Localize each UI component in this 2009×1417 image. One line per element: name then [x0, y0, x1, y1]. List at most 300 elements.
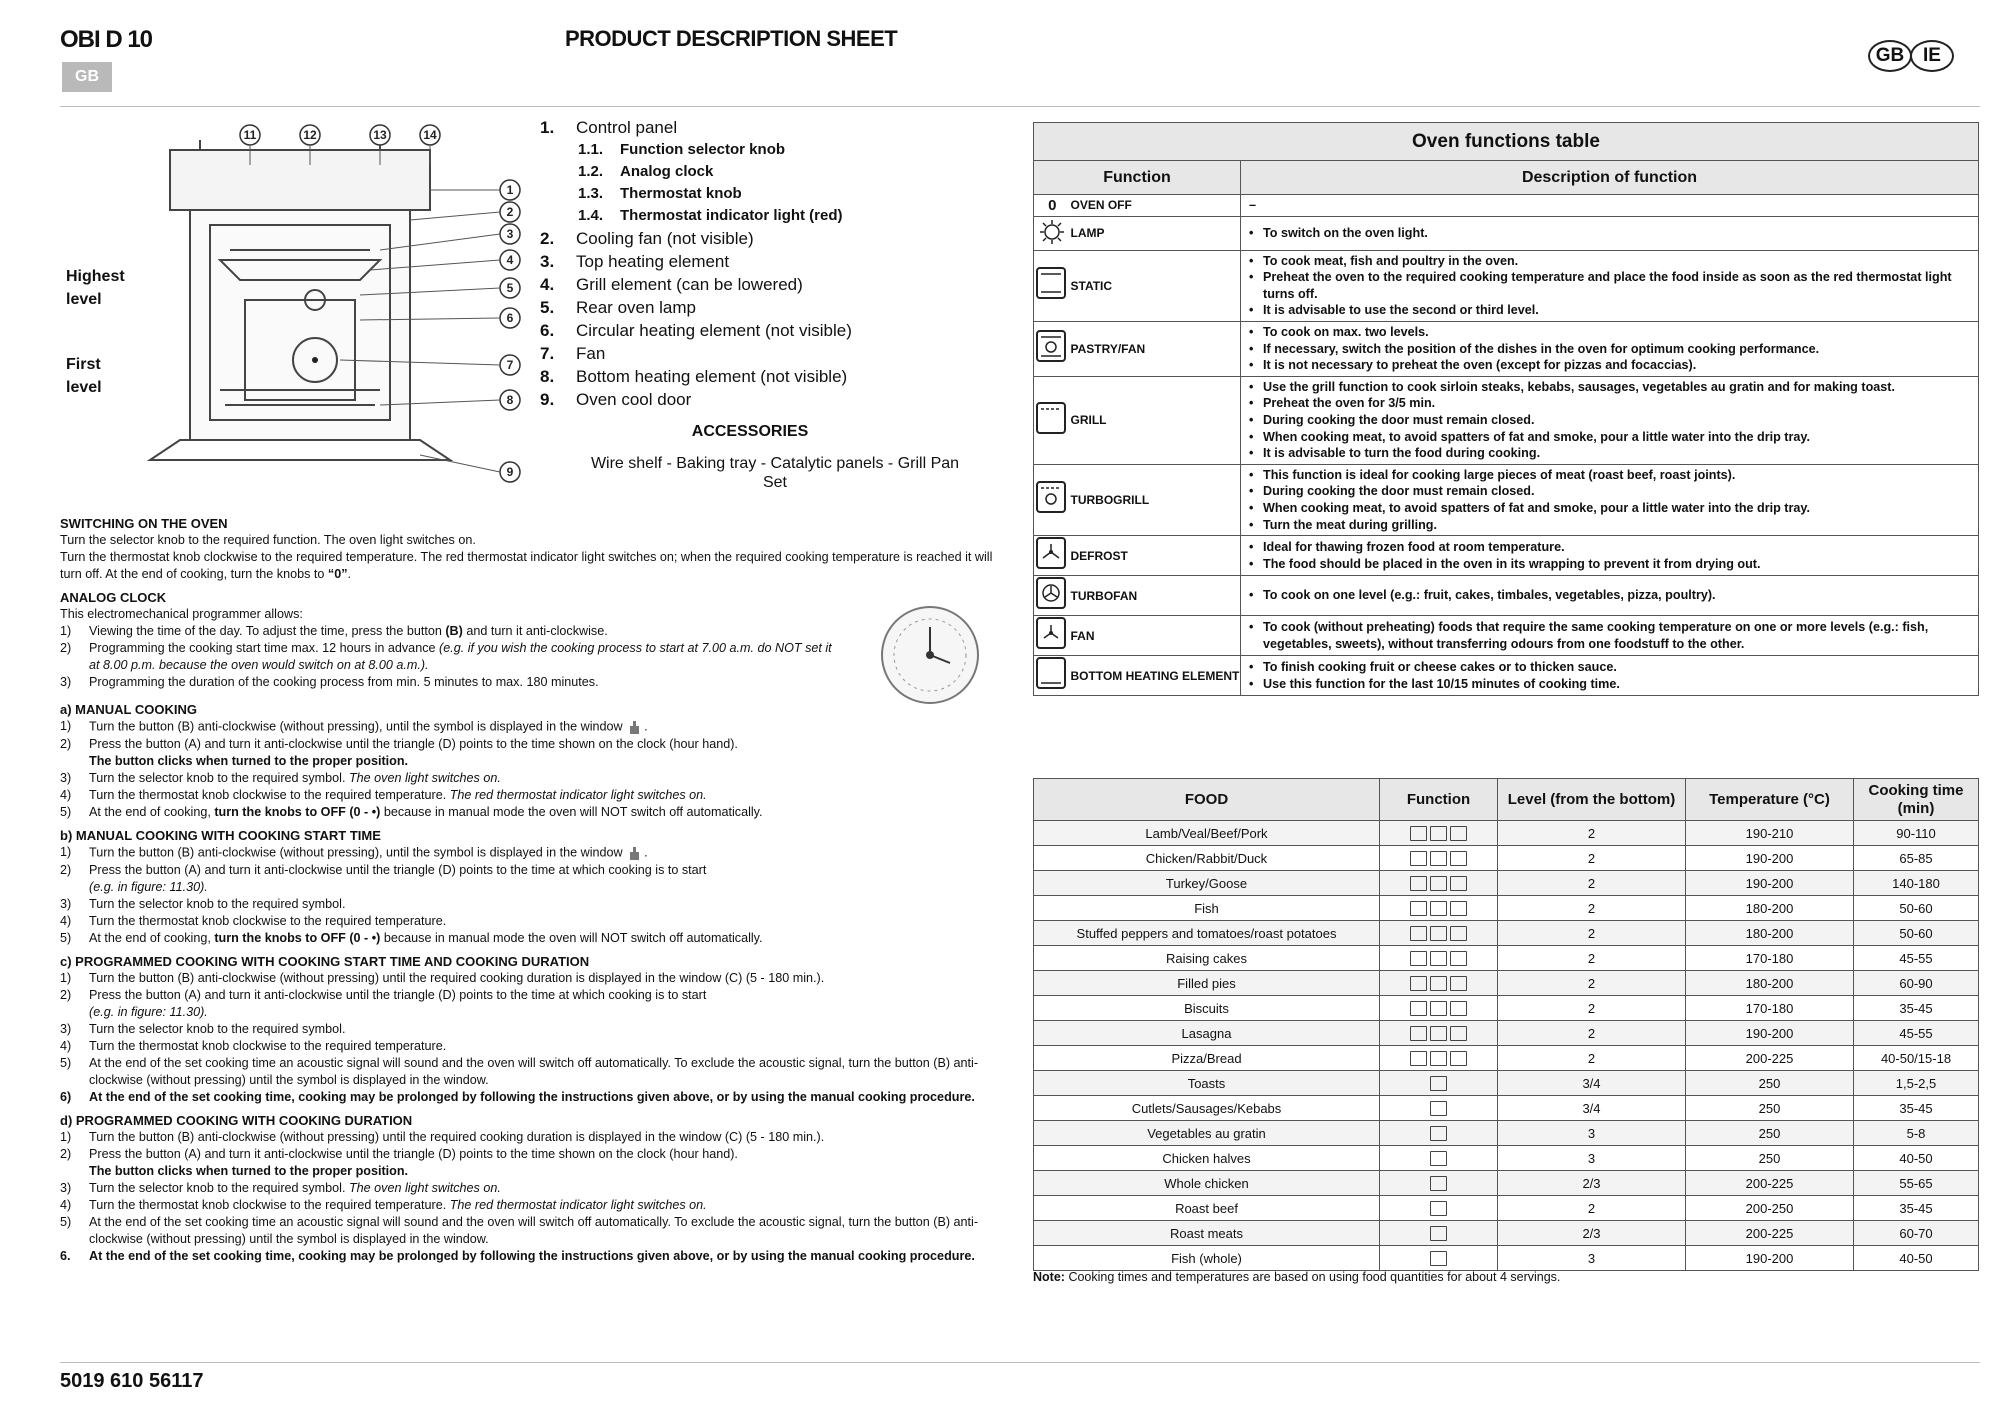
part-item [540, 365, 852, 388]
description-bullet: • Preheat the oven to the required cooking temperature and place the food inside as soon as the red thermostat light turns off. [1249, 269, 1974, 302]
function-mini-icon [1430, 1176, 1447, 1191]
manual-b-i5c: because in manual mode the oven will NOT switch off automatically. [383, 931, 763, 945]
function-mini-icon [1450, 876, 1467, 891]
prog-d-i4a: Turn the thermostat knob clockwise to the required temperature. [89, 1198, 447, 1212]
country-badge-ie: IE [1910, 40, 1954, 72]
food-level: 2 [1498, 1046, 1686, 1071]
food-time: 90-110 [1854, 821, 1979, 846]
description-bullet: • Use the grill function to cook sirloin steaks, kebabs, sausages, vegetables au gratin and for making toast. [1249, 379, 1974, 396]
callout-14: 14 [423, 128, 437, 142]
manual-b-item-5: 5) At the end of cooking, turn the knobs to OFF (0 - •) because in manual mode the oven will NOT switch off automatically. [60, 931, 763, 945]
function-row [1034, 250, 1979, 321]
food-row [1034, 1196, 1979, 1221]
function-description [1241, 216, 1979, 250]
footer-divider [60, 1362, 1980, 1363]
function-row [1034, 656, 1979, 696]
clock-item-1-b: (B) [445, 624, 463, 638]
functions-table-caption: Oven functions table [1034, 123, 1979, 161]
parts-list [540, 116, 852, 411]
callout-8: 8 [506, 393, 514, 407]
food-function-icons [1380, 971, 1498, 996]
function-mini-icon [1410, 1026, 1427, 1041]
description-bullet: • It is advisable to use the second or third level. [1249, 302, 1974, 319]
food-name: Roast meats [1034, 1221, 1380, 1246]
prog-d-item-2: 2) Press the button (A) and turn it anti-clockwise until the triangle (D) points to the time shown on the clock (hour hand). The button clicks when turned to the proper position. [60, 1147, 738, 1178]
function-row [1034, 576, 1979, 616]
callout-6: 6 [506, 311, 514, 325]
description-bullet: • It is not necessary to preheat the oven (except for pizzas and focaccias). [1249, 357, 1974, 374]
food-function-icons [1380, 1121, 1498, 1146]
part-label: Bottom heating element (not visible) [576, 367, 848, 386]
function-mini-icon [1430, 1076, 1447, 1091]
part-label: Top heating element [576, 252, 730, 271]
function-mini-icon [1430, 1126, 1447, 1141]
food-row [1034, 821, 1979, 846]
food-level: 2 [1498, 921, 1686, 946]
function-mini-icon [1430, 1201, 1447, 1216]
part-item [540, 250, 852, 273]
function-mini-icon [1450, 1051, 1467, 1066]
header-divider [60, 106, 1980, 107]
document-title: PRODUCT DESCRIPTION SHEET [565, 26, 898, 51]
prog-c-item-2: 2) Press the button (A) and turn it anti-clockwise until the triangle (D) points to the time at which cooking is to start (e.g. in figure: 11.30). [60, 988, 707, 1019]
clock-section [60, 606, 840, 691]
food-name: Toasts [1034, 1071, 1380, 1096]
function-row [1034, 195, 1979, 217]
description-bullet: • When cooking meat, to avoid spatters of fat and smoke, pour a little water into the drip tray. [1249, 429, 1974, 446]
food-temperature: 200-225 [1686, 1221, 1854, 1246]
prog-c-item-4: 4) Turn the thermostat knob clockwise to the required temperature. [60, 1039, 447, 1053]
part-item [540, 139, 852, 161]
label-first-line2: level [66, 379, 102, 396]
part-item [540, 319, 852, 342]
description-bullet: • This function is ideal for cooking large pieces of meat (roast beef, roast joints). [1249, 467, 1974, 484]
description-bullet: • Ideal for thawing frozen food at room temperature. [1249, 539, 1974, 556]
food-level: 2/3 [1498, 1171, 1686, 1196]
label-first-line1: First [66, 356, 101, 373]
function-row [1034, 464, 1979, 535]
function-mini-icon [1410, 901, 1427, 916]
food-time: 35-45 [1854, 996, 1979, 1021]
function-mini-icon [1430, 1051, 1447, 1066]
function-off-symbol: 0 [1034, 195, 1071, 217]
clock-item-2-num: 2) [60, 641, 72, 655]
callout-5: 5 [506, 281, 514, 295]
description-bullet: • To cook on one level (e.g.: fruit, cakes, timbales, vegetables, pizza, poultry). [1249, 587, 1974, 604]
part-label: Oven cool door [576, 390, 692, 409]
part-number: 1.1. [578, 141, 604, 158]
part-label: Control panel [576, 118, 678, 137]
food-temperature: 180-200 [1686, 971, 1854, 996]
prog-d-i3b: The oven light switches on. [348, 1181, 501, 1195]
food-time: 40-50/15-18 [1854, 1046, 1979, 1071]
food-level: 2 [1498, 846, 1686, 871]
part-item [540, 205, 852, 227]
description-bullet: – [1249, 198, 1257, 212]
function-mini-icon [1450, 1026, 1467, 1041]
function-mini-icon [1410, 1051, 1427, 1066]
part-label: Thermostat indicator light (red) [620, 207, 843, 224]
food-time: 50-60 [1854, 896, 1979, 921]
manual-a-item-1: 1) Turn the button (B) anti-clockwise (without pressing), until the symbol is displayed in the window . [60, 718, 1005, 736]
function-mini-icon [1430, 951, 1447, 966]
function-mini-icon [1430, 976, 1447, 991]
label-highest-level [66, 265, 125, 311]
food-row [1034, 971, 1979, 996]
clock-item-1 [60, 623, 840, 640]
prog-c-heading: c) PROGRAMMED COOKING WITH COOKING START TIME AND COOKING DURATION [60, 954, 590, 969]
callout-11: 11 [243, 128, 257, 142]
clock-heading: ANALOG CLOCK [60, 590, 167, 605]
food-function-icons [1380, 896, 1498, 921]
manual-a-i3a: Turn the selector knob to the required symbol. [89, 771, 346, 785]
food-temperature: 190-200 [1686, 1021, 1854, 1046]
description-bullet: • It is advisable to turn the food during cooking. [1249, 445, 1974, 462]
function-mini-icon [1410, 826, 1427, 841]
function-name: DEFROST [1071, 536, 1241, 576]
clock-item-1-a: Viewing the time of the day. To adjust the time, press the button [89, 624, 442, 638]
function-mini-icon [1430, 1001, 1447, 1016]
hand-icon [626, 718, 644, 736]
food-time: 50-60 [1854, 921, 1979, 946]
food-function-icons [1380, 1171, 1498, 1196]
function-mini-icon [1450, 976, 1467, 991]
food-row [1034, 1146, 1979, 1171]
part-number: 8. [540, 367, 555, 386]
callout-1: 1 [506, 183, 514, 197]
food-row [1034, 946, 1979, 971]
prog-d-i3a: Turn the selector knob to the required symbol. [89, 1181, 346, 1195]
function-mini-icon [1430, 876, 1447, 891]
manual-a-item-5: 5) At the end of cooking, turn the knobs to OFF (0 - •) because in manual mode the oven will NOT switch off automatically. [60, 805, 763, 819]
function-name: FAN [1071, 616, 1241, 656]
food-level: 3/4 [1498, 1071, 1686, 1096]
label-highest-line1: Highest [66, 268, 125, 285]
food-function-icons [1380, 1146, 1498, 1171]
description-bullet: • Use this function for the last 10/15 minutes of cooking time. [1249, 676, 1974, 693]
clock-item-2 [60, 640, 840, 674]
clock-item-1-num: 1) [60, 624, 72, 638]
prog-d-item-1: 1) Turn the button (B) anti-clockwise (without pressing) until the required cooking duration is displayed in the window (C) (5 - 180 min.). [60, 1130, 825, 1144]
manual-a-i5a: At the end of cooking, [89, 805, 211, 819]
function-mini-icon [1450, 826, 1467, 841]
food-function-icons [1380, 871, 1498, 896]
manual-a-item-2: 2) Press the button (A) and turn it anti-clockwise until the triangle (D) points to the time shown on the clock (hour hand). The button clicks when turned to the proper position. [60, 737, 738, 768]
fan-icon [1034, 616, 1071, 656]
description-bullet: • If necessary, switch the position of the dishes in the oven for optimum cooking performance. [1249, 341, 1974, 358]
manual-b-heading: b) MANUAL COOKING WITH COOKING START TIME [60, 828, 381, 843]
functions-col-function: Function [1034, 161, 1241, 195]
analog-clock-icon [860, 593, 1000, 713]
food-time: 60-70 [1854, 1221, 1979, 1246]
food-time: 35-45 [1854, 1096, 1979, 1121]
function-description [1241, 536, 1979, 576]
turbogrill-icon [1034, 464, 1071, 535]
food-name: Lamb/Veal/Beef/Pork [1034, 821, 1380, 846]
description-bullet: • To cook (without preheating) foods that require the same cooking temperature on one or more levels (e.g.: fish, vegetables, sweets), without transferring odours from one foodstuff to the other. [1249, 619, 1974, 652]
manual-a-i5b: turn the knobs to OFF (0 - •) [214, 805, 381, 819]
manual-b-i1: Turn the button (B) anti-clockwise (without pressing), until the symbol is displayed in the window [89, 845, 623, 860]
part-number: 7. [540, 344, 555, 363]
function-mini-icon [1430, 1026, 1447, 1041]
food-level: 3/4 [1498, 1096, 1686, 1121]
part-number: 1.3. [578, 185, 604, 202]
food-name: Raising cakes [1034, 946, 1380, 971]
hand-icon [626, 844, 644, 862]
function-name: STATIC [1071, 250, 1241, 321]
food-name: Pizza/Bread [1034, 1046, 1380, 1071]
food-level: 2 [1498, 821, 1686, 846]
prog-d-i4b: The red thermostat indicator light switches on. [449, 1198, 707, 1212]
manual-b-item-2: 2) Press the button (A) and turn it anti-clockwise until the triangle (D) points to the time at which cooking is to start (e.g. in figure: 11.30). [60, 863, 707, 894]
food-temperature: 250 [1686, 1096, 1854, 1121]
manual-b-item-3: 3) Turn the selector knob to the required symbol. [60, 897, 346, 911]
part-number: 3. [540, 252, 555, 271]
description-bullet: • During cooking the door must remain closed. [1249, 483, 1974, 500]
food-temperature: 190-200 [1686, 846, 1854, 871]
manual-a-i4a: Turn the thermostat knob clockwise to the required temperature. [89, 788, 447, 802]
prog-d-i2b: The button clicks when turned to the proper position. [89, 1164, 409, 1178]
description-bullet: • To switch on the oven light. [1249, 225, 1974, 242]
food-level: 3 [1498, 1246, 1686, 1271]
food-temperature: 180-200 [1686, 921, 1854, 946]
food-level: 2 [1498, 996, 1686, 1021]
function-mini-icon [1450, 951, 1467, 966]
function-mini-icon [1450, 851, 1467, 866]
function-mini-icon [1410, 926, 1427, 941]
food-time: 1,5-2,5 [1854, 1071, 1979, 1096]
food-name: Filled pies [1034, 971, 1380, 996]
callout-4: 4 [506, 253, 514, 267]
food-row [1034, 996, 1979, 1021]
food-temperature: 170-180 [1686, 996, 1854, 1021]
manual-b-i2: Press the button (A) and turn it anti-clockwise until the triangle (D) points to the time at which cooking is to start [89, 863, 707, 877]
switching-heading: SWITCHING ON THE OVEN [60, 516, 228, 531]
note-label: Note: [1033, 1270, 1065, 1284]
function-description [1241, 616, 1979, 656]
function-mini-icon [1450, 1001, 1467, 1016]
food-time: 40-50 [1854, 1146, 1979, 1171]
part-label: Circular heating element (not visible) [576, 321, 852, 340]
food-function-icons [1380, 821, 1498, 846]
function-description [1241, 321, 1979, 376]
description-bullet: • To cook meat, fish and poultry in the oven. [1249, 253, 1974, 270]
function-mini-icon [1430, 926, 1447, 941]
note-text: Cooking times and temperatures are based on using food quantities for about 4 servings. [1068, 1270, 1561, 1284]
function-row [1034, 376, 1979, 464]
food-row [1034, 1121, 1979, 1146]
part-number: 6. [540, 321, 555, 340]
food-row [1034, 896, 1979, 921]
function-name: BOTTOM HEATING ELEMENT [1071, 656, 1241, 696]
food-temperature: 190-200 [1686, 871, 1854, 896]
part-number: 1.2. [578, 163, 604, 180]
prog-d-i1: Turn the button (B) anti-clockwise (without pressing) until the required cooking duration is displayed in the window (C) (5 - 180 min.). [89, 1130, 825, 1144]
label-first-level [66, 353, 102, 399]
food-temperature: 250 [1686, 1121, 1854, 1146]
function-mini-icon [1430, 901, 1447, 916]
food-time: 60-90 [1854, 971, 1979, 996]
cooking-note [1033, 1270, 1560, 1284]
part-label: Analog clock [620, 163, 714, 180]
food-level: 3 [1498, 1146, 1686, 1171]
prog-d-item-3: 3) Turn the selector knob to the required symbol. The oven light switches on. [60, 1181, 501, 1195]
food-row [1034, 1096, 1979, 1121]
cooking-table [1033, 778, 1979, 1271]
food-name: Lasagna [1034, 1021, 1380, 1046]
food-function-icons [1380, 1021, 1498, 1046]
function-row [1034, 321, 1979, 376]
prog-c-i1: Turn the button (B) anti-clockwise (without pressing) until the required cooking duration is displayed in the window (C) (5 - 180 min.). [89, 971, 825, 985]
function-mini-icon [1450, 926, 1467, 941]
function-mini-icon [1410, 1001, 1427, 1016]
function-mini-icon [1410, 851, 1427, 866]
food-temperature: 200-225 [1686, 1171, 1854, 1196]
switching-line2: Turn the thermostat knob clockwise to the required temperature. The red thermostat indicator light switches on; when the required cooking temperature is reached it will turn off. At the end of cooking, turn the knobs to “0”. [60, 550, 993, 581]
part-number: 1. [540, 118, 555, 137]
food-function-icons [1380, 996, 1498, 1021]
food-level: 2 [1498, 896, 1686, 921]
food-name: Stuffed peppers and tomatoes/roast potatoes [1034, 921, 1380, 946]
food-row [1034, 1246, 1979, 1271]
food-col-function: Function [1380, 779, 1498, 821]
food-row [1034, 1171, 1979, 1196]
part-label: Rear oven lamp [576, 298, 697, 317]
function-mini-icon [1430, 1251, 1447, 1266]
food-name: Whole chicken [1034, 1171, 1380, 1196]
manual-a-i2b: The button clicks when turned to the proper position. [89, 754, 409, 768]
prog-d-i6: At the end of the set cooking time, cooking may be prolonged by following the instructions given above, or by using the manual cooking procedure. [89, 1249, 975, 1263]
manual-b-i5b: turn the knobs to OFF (0 - •) [214, 931, 381, 945]
callout-12: 12 [303, 128, 317, 142]
description-bullet: • During cooking the door must remain closed. [1249, 412, 1974, 429]
accessories-heading: ACCESSORIES [691, 423, 809, 440]
callout-3: 3 [506, 227, 514, 241]
country-badge-gb: GB [1868, 40, 1912, 72]
prog-c-i4: Turn the thermostat knob clockwise to the required temperature. [89, 1039, 447, 1053]
description-bullet: • To cook on max. two levels. [1249, 324, 1974, 341]
function-name: OVEN OFF [1071, 195, 1241, 217]
language-tag: GB [62, 62, 112, 92]
prog-d-item-4: 4) Turn the thermostat knob clockwise to the required temperature. The red thermostat indicator light switches on. [60, 1198, 707, 1212]
function-mini-icon [1430, 1226, 1447, 1241]
food-time: 140-180 [1854, 871, 1979, 896]
food-level: 2 [1498, 871, 1686, 896]
callout-2: 2 [506, 205, 514, 219]
description-bullet: • To finish cooking fruit or cheese cakes or to thicken sauce. [1249, 659, 1974, 676]
manual-a-i5c: because in manual mode the oven will NOT switch off automatically. [383, 805, 763, 819]
clock-item-2-i: (e.g. if you wish the cooking process to start at 7.00 a.m. do NOT set it at 8.00 p.m. because the oven would switch on at 8.00 a.m.). [89, 641, 832, 672]
pastry-fan-icon [1034, 321, 1071, 376]
prog-c-i2i: (e.g. in figure: 11.30). [89, 1005, 208, 1019]
part-item [540, 296, 852, 319]
food-time: 40-50 [1854, 1246, 1979, 1271]
prog-d-item-6: 6. At the end of the set cooking time, cooking may be prolonged by following the instructions given above, or by using the manual cooking procedure. [60, 1249, 975, 1263]
food-name: Turkey/Goose [1034, 871, 1380, 896]
food-name: Fish [1034, 896, 1380, 921]
food-time: 5-8 [1854, 1121, 1979, 1146]
food-time: 55-65 [1854, 1171, 1979, 1196]
function-row [1034, 616, 1979, 656]
prog-c-i3: Turn the selector knob to the required symbol. [89, 1022, 346, 1036]
food-name: Biscuits [1034, 996, 1380, 1021]
callout-7: 7 [506, 358, 514, 372]
description-bullet: • Turn the meat during grilling. [1249, 517, 1974, 534]
function-mini-icon [1410, 876, 1427, 891]
oven-diagram [60, 120, 530, 500]
description-bullet: • Preheat the oven for 3/5 min. [1249, 395, 1974, 412]
food-col-time: Cooking time (min) [1854, 779, 1979, 821]
food-temperature: 190-210 [1686, 821, 1854, 846]
food-row [1034, 921, 1979, 946]
food-function-icons [1380, 1071, 1498, 1096]
function-name: PASTRY/FAN [1071, 321, 1241, 376]
function-name: TURBOFAN [1071, 576, 1241, 616]
accessories-text: Wire shelf - Baking tray - Catalytic panels - Grill Pan Set [590, 455, 960, 491]
callout-9: 9 [506, 465, 514, 479]
food-name: Cutlets/Sausages/Kebabs [1034, 1096, 1380, 1121]
prog-c-i5: At the end of the set cooking time an acoustic signal will sound and the oven will switch off automatically. To exclude the acoustic signal, turn the button (B) anti-clockwise (without pressing) until the symbol is displayed in the window. [89, 1056, 979, 1087]
static-icon [1034, 250, 1071, 321]
food-row [1034, 1221, 1979, 1246]
food-temperature: 200-250 [1686, 1196, 1854, 1221]
prog-d-i2: Press the button (A) and turn it anti-clockwise until the triangle (D) points to the time shown on the clock (hour hand). [89, 1147, 738, 1161]
manual-a-i1: Turn the button (B) anti-clockwise (without pressing), until the symbol is displayed in the window [89, 719, 623, 734]
food-col-food: FOOD [1034, 779, 1380, 821]
food-level: 2 [1498, 1021, 1686, 1046]
food-function-icons [1380, 1196, 1498, 1221]
manual-a-item-3: 3) Turn the selector knob to the required symbol. The oven light switches on. [60, 771, 501, 785]
food-time: 35-45 [1854, 1196, 1979, 1221]
clock-item-3-num: 3) [60, 675, 72, 689]
part-number: 1.4. [578, 207, 604, 224]
prog-d-item-5: 5) At the end of the set cooking time an acoustic signal will sound and the oven will switch off automatically. To exclude the acoustic signal, turn the button (B) anti-clockwise (without pressing) until the symbol is displayed in the window. [60, 1214, 1005, 1248]
lamp-icon [1034, 216, 1071, 250]
manual-a-i2: Press the button (A) and turn it anti-clockwise until the triangle (D) points to the time shown on the clock (hour hand). [89, 737, 738, 751]
function-mini-icon [1430, 1101, 1447, 1116]
manual-b-item-4: 4) Turn the thermostat knob clockwise to the required temperature. [60, 914, 447, 928]
food-level: 2 [1498, 971, 1686, 996]
function-mini-icon [1450, 901, 1467, 916]
oven-functions-table [1033, 122, 1979, 696]
part-number: 9. [540, 390, 555, 409]
prog-c-item-3: 3) Turn the selector knob to the required symbol. [60, 1022, 346, 1036]
part-label: Cooling fan (not visible) [576, 229, 754, 248]
food-row [1034, 1021, 1979, 1046]
food-name: Chicken/Rabbit/Duck [1034, 846, 1380, 871]
food-name: Chicken halves [1034, 1146, 1380, 1171]
part-number: 4. [540, 275, 555, 294]
switching-line2-end: “0” [327, 567, 348, 581]
food-col-level: Level (from the bottom) [1498, 779, 1686, 821]
food-function-icons [1380, 1246, 1498, 1271]
manual-b-item-1: 1) Turn the button (B) anti-clockwise (without pressing), until the symbol is displayed in the window . [60, 844, 1005, 862]
document-code: 5019 610 56117 [60, 1370, 204, 1392]
food-temperature: 170-180 [1686, 946, 1854, 971]
clock-item-2-a: Programming the cooking start time max. 12 hours in advance [89, 641, 436, 655]
food-function-icons [1380, 1046, 1498, 1071]
food-function-icons [1380, 846, 1498, 871]
function-name: LAMP [1071, 216, 1241, 250]
food-function-icons [1380, 1096, 1498, 1121]
food-name: Roast beef [1034, 1196, 1380, 1221]
grill-icon [1034, 376, 1071, 464]
food-time: 45-55 [1854, 1021, 1979, 1046]
food-time: 45-55 [1854, 946, 1979, 971]
clock-item-3 [60, 674, 840, 691]
part-item [540, 183, 852, 205]
food-name: Vegetables au gratin [1034, 1121, 1380, 1146]
